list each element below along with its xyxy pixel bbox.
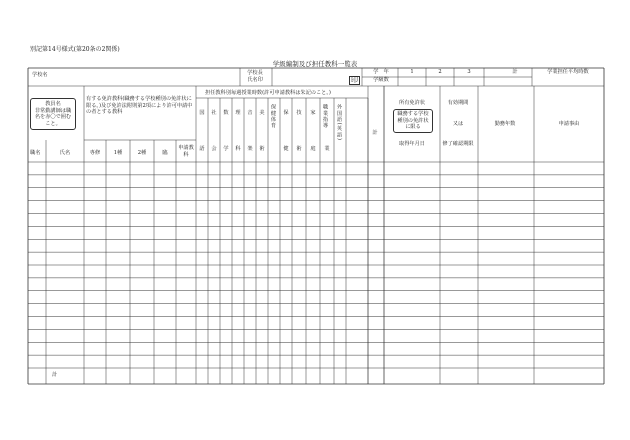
subject-col-11: 外国語(英語) [336, 104, 342, 142]
subject-col-1: 社 [211, 110, 217, 116]
total-label: 計 [512, 69, 518, 75]
average-hours-label: 学業担任平均時数 [547, 69, 589, 75]
license-rin: 臨 [162, 150, 168, 156]
application-reason-header: 申請事由 [558, 121, 580, 127]
subject-col-3: 理 [235, 110, 241, 116]
grade-1: 1 [410, 69, 414, 75]
validity-header-2: 又は [452, 121, 464, 127]
subject-col-bottom-3: 科 [235, 146, 241, 152]
subject-col-9: 家 [310, 110, 316, 116]
grade-2: 2 [438, 69, 442, 75]
footer-total-label: 計 [52, 372, 58, 378]
subject-col-bottom-8: 術 [296, 146, 302, 152]
subject-col-bottom-2: 学 [223, 146, 229, 152]
form-number: 別記第14号様式(第20条の2関係) [30, 46, 120, 53]
subject-col-4: 音 [247, 110, 253, 116]
subject-total-header: 計 [372, 130, 378, 136]
subject-col-bottom-9: 庭 [310, 146, 316, 152]
position-header: 職名 [30, 150, 41, 156]
school-name-label: 学校名 [32, 72, 48, 78]
applying-subject-header: 申請教科 [178, 145, 194, 158]
subject-col-5: 美 [259, 110, 265, 116]
principal-label: 学校長 氏名印 [247, 70, 263, 83]
held-license-box: 職務する学校種別の免許状に限る [393, 109, 433, 133]
name-header: 氏名 [59, 150, 71, 156]
subject-col-bottom-4: 楽 [247, 146, 253, 152]
subject-col-bottom-5: 術 [259, 146, 265, 152]
subject-col-bottom-7: 健 [283, 146, 289, 152]
validity-header-3: 修了確認期限 [442, 141, 474, 147]
validity-header-1: 有効期間 [447, 100, 469, 106]
acquired-date-header: 取得年月日 [399, 141, 425, 147]
document-title: 学級編制及び担任教科一覧表 [272, 60, 358, 68]
years-header: 勤務年数 [494, 121, 516, 127]
subject-col-bottom-0: 語 [199, 146, 205, 152]
teacher-name-note: 教員名 非常勤講師は職名を赤〇で囲むこと。 [30, 98, 76, 130]
subject-col-0: 国 [199, 110, 205, 116]
subject-col-10: 職業指導 [322, 104, 328, 129]
subject-col-bottom-10: 業 [324, 146, 330, 152]
subject-col-6: 保健体育 [270, 104, 276, 129]
subject-col-7: 保 [283, 110, 289, 116]
seal-mark: 印 [351, 76, 358, 84]
subject-col-2: 数 [223, 110, 229, 116]
grade-3: 3 [467, 69, 471, 75]
subject-col-bottom-1: 会 [211, 146, 217, 152]
license-1shu: 1種 [113, 150, 123, 156]
subject-col-8: 技 [296, 110, 302, 116]
held-license-header: 所有免許状 [399, 100, 425, 106]
subjects-header: 担任教科別毎週授業時数(許可申請教科は朱記のこと。) [205, 90, 331, 96]
class-count-label: 学級数 [373, 77, 389, 83]
grade-label: 学 年 [373, 69, 389, 75]
license-senshu: 専修 [89, 150, 101, 156]
license-2shu: 2種 [137, 150, 147, 156]
license-note: 有する免許教科(職務する学校種別の免許状に限る。)及び免許法附則第2項により許可申請中の者とする教科 [86, 96, 193, 115]
